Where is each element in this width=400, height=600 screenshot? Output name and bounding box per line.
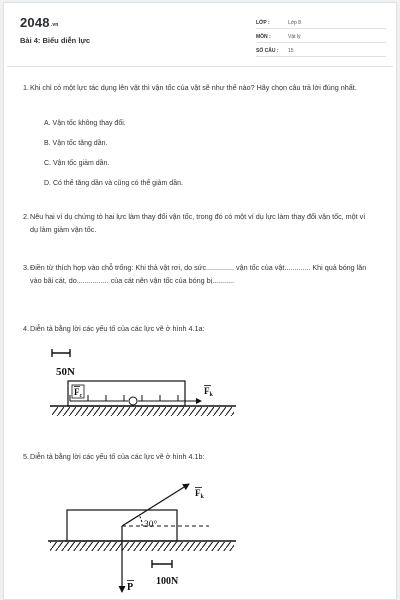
svg-text:Fc [74,387,83,399]
option-b[interactable]: B. Vận tốc tăng dần. [44,140,108,147]
fk-label: F [195,488,201,498]
meta-label: MÔN : [256,34,271,40]
force-axis [70,395,201,405]
question-2 [23,211,375,236]
question-1 [23,82,375,95]
fk-sub: k [200,494,204,500]
question-text: Điền từ thích hợp vào chỗ trống: Khi thả vật rơi, do sức.............. vận tốc của vật............. Khi quả bóng lăn vào bãi cát, do................ của cát nên vận tốc của bóng bị........... [30,263,367,285]
option-c[interactable]: C. Vận tốc giảm dần. [44,160,110,167]
scale-label: 100N [156,576,179,587]
question-text: Nêu hai ví dụ chứng tỏ hai lực làm thay đổi vận tốc, trong đó có một ví dụ lực làm thay đổi vận tốc, một ví dụ làm giảm vận tốc. [30,212,366,234]
svg-text:Fk [195,488,205,500]
ground-hatching [52,407,234,416]
meta-value: Vật lý [288,34,301,40]
site-logo[interactable]: $2048_{.vn}$ [20,15,59,30]
angle-arc [139,515,142,526]
angle-label: 30° [144,520,158,530]
meta-label: SỐ CÂU : [256,48,279,54]
meta-question-count [256,45,386,57]
scale-label: 50N [56,366,75,378]
svg-text:Fk [204,386,214,398]
question-3 [23,262,375,287]
option-a[interactable]: A. Vận tốc không thay đổi. [44,120,126,127]
meta-value: Lớp 8 [288,20,302,26]
meta-value: 15 [288,48,294,54]
fc-sub: c [79,393,83,399]
point-of-application [129,397,137,405]
question-5 [23,451,375,464]
lesson-title: Bài 4: Biểu diễn lực [20,36,91,45]
option-d[interactable]: D. Có thể tăng dần và cũng có thể giảm dần. [44,180,183,187]
scale-bar [52,349,70,357]
ground-hatching [50,542,234,551]
figure-4-1b [4,468,398,598]
question-number: 4. [23,324,29,333]
question-number: 5. [23,452,29,461]
block [68,381,185,406]
figure-4-1a [4,343,398,443]
question-text: Khi chỉ có một lực tác dụng lên vật thì vận tốc của vật sẽ như thế nào? Hãy chọn câu trả lời đúng nhất. [30,83,357,92]
question-number: 3. [23,263,29,272]
p-label: P [127,582,134,593]
worksheet-page [3,2,397,600]
header-divider [7,66,393,67]
meta-label: LỚP : [256,20,270,26]
scale-bar [152,560,172,568]
fc-label: F [74,387,80,397]
question-text: Diễn tả bằng lời các yếu tố của các lực vẽ ở hình 4.1a: [30,324,205,333]
fk-label: F [204,386,210,396]
question-4 [23,323,375,336]
question-number: 2. [23,212,29,221]
question-text: Diễn tả bằng lời các yếu tố của các lực vẽ ở hình 4.1b: [30,452,205,461]
question-number: 1. [23,83,29,92]
meta-grade [256,17,386,29]
fk-sub: k [209,392,213,398]
meta-subject [256,31,386,43]
